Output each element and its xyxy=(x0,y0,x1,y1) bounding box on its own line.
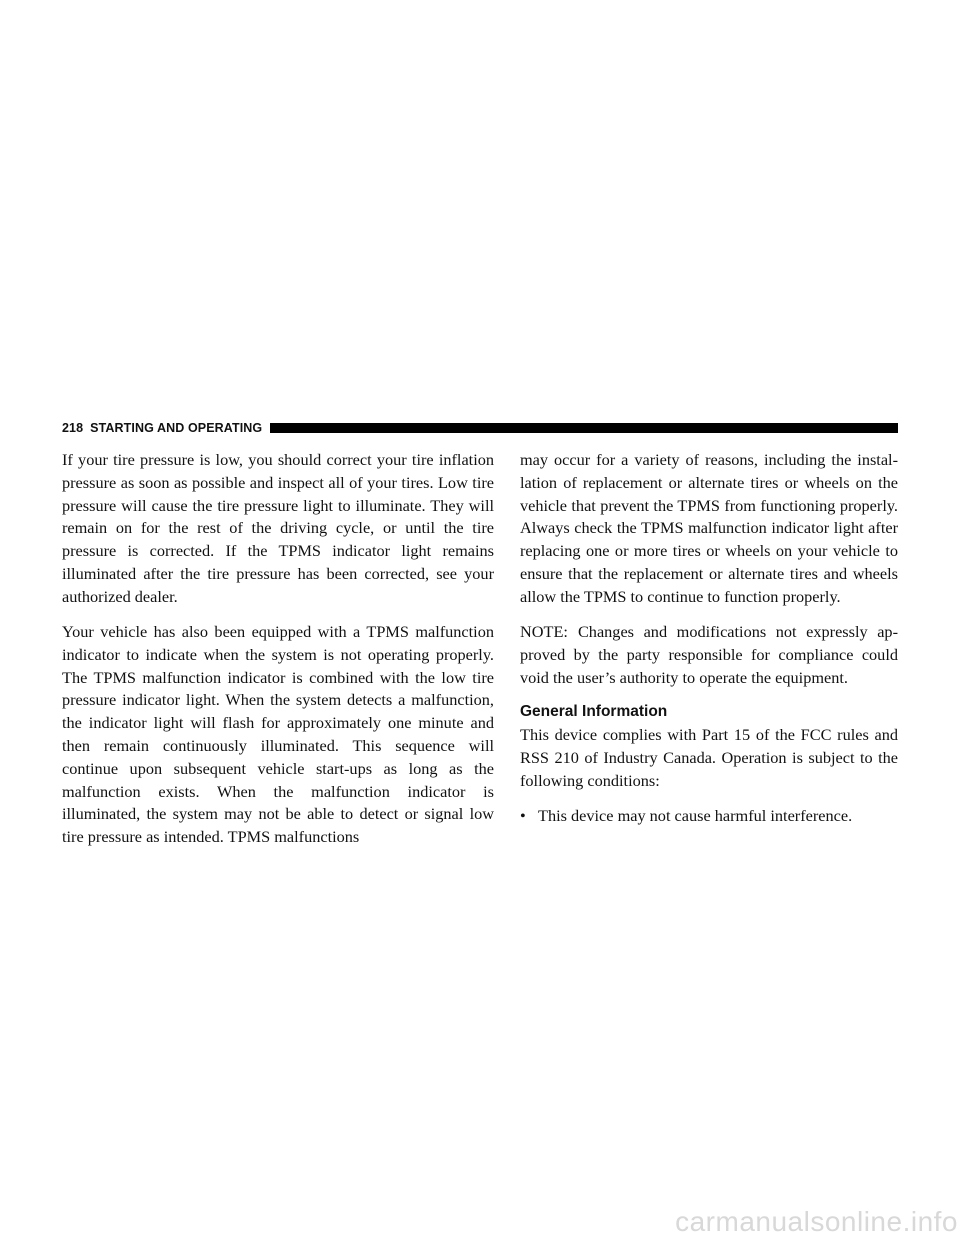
bullet-icon: • xyxy=(520,805,526,825)
watermark: carmanualsonline.info xyxy=(675,1206,958,1237)
section-title: STARTING AND OPERATING xyxy=(90,421,263,435)
paragraph-fcc: This device complies with Part 15 of the FCC rules and RSS 210 of Industry Canada. Operation is subject to the following conditions: xyxy=(520,724,898,790)
paragraph-malfunction-indicator: Your vehicle has also been equipped with a TPMS malfunction indicator to indicate when the system is not operating properly. The TPMS malfunction indicator is combined with the low tire pressure indicator light. When the system detects a malfunction, the indicator light will flash for approximately one minute and then remain continuously illuminated. This sequence will continue upon subsequent vehicle start-ups as long as the malfunction exists. When the malfunction indicator is illuminated, the system may not be able to detect or signal low tire pressure as intended. TPMS malfunctions xyxy=(62,622,494,847)
list-item-text: This device may not cause harmful interference. xyxy=(538,805,853,825)
section-heading: General Information xyxy=(520,702,668,720)
note-paragraph xyxy=(520,621,898,689)
paragraph-low-pressure: If your tire pressure is low, you should correct your tire inflation pressure as soon as possible and inspect all of your tires. Low tire pressure will cause the tire pressure light to illuminate. They will remain on for the rest of the driving cycle, or until the tire pressure is corrected. If the TPMS indicator light remains illuminated after the tire pressure has been corrected, see your authorized dealer. xyxy=(62,450,494,606)
note-label: NOTE: xyxy=(520,622,568,642)
header-rule xyxy=(270,423,898,433)
paragraph-continuation: may occur for a variety of reasons, including the installation of replacement or alternate tires or wheels on the vehicle that prevent the TPMS from functioning properly. Always check the TPMS malfunction indicator light after replacing one or more tires or wheels on your vehicle to ensure that the replacement or alternate tires and wheels allow the TPMS to continue to function properly. xyxy=(520,450,898,606)
left-column xyxy=(62,449,494,862)
note-text: Changes and modifications not expressly approved by the party responsible for compliance could void the user’s authority to operate the equipment. xyxy=(520,622,898,687)
list-item xyxy=(520,805,898,828)
right-column xyxy=(520,449,898,828)
page-header xyxy=(62,420,898,436)
page-number: 218 xyxy=(62,421,84,435)
